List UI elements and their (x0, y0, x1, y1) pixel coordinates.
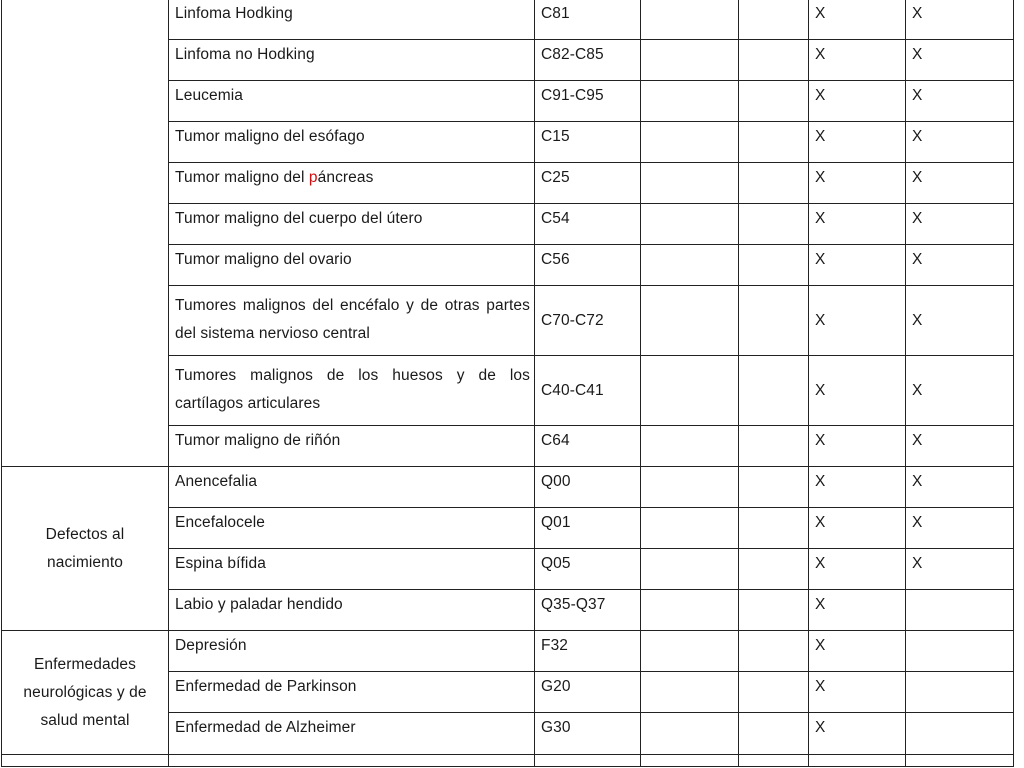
column-6-mark: X (906, 204, 1014, 245)
highlighted-letter: p (308, 169, 318, 186)
disease-name (169, 163, 535, 204)
icd-code: Q00 (535, 467, 641, 508)
column-4-cell (739, 356, 809, 426)
icd-code: F32 (535, 631, 641, 672)
column-5-mark: X (809, 245, 906, 286)
icd-code: C82-C85 (535, 40, 641, 81)
column-6-mark: X (906, 549, 1014, 590)
column-5-mark: X (809, 590, 906, 631)
icd-code: Q35-Q37 (535, 590, 641, 631)
icd-code: C56 (535, 245, 641, 286)
empty-cell (169, 755, 535, 767)
column-3-cell (641, 0, 739, 40)
disease-name: Tumores malignos de los huesos y de los cartílagos articulares (169, 356, 535, 426)
disease-name: Depresión (169, 631, 535, 672)
column-3-cell (641, 467, 739, 508)
disease-name: Anencefalia (169, 467, 535, 508)
icd-code: C64 (535, 426, 641, 467)
column-4-cell (739, 426, 809, 467)
column-5-mark: X (809, 426, 906, 467)
column-4-cell (739, 245, 809, 286)
column-4-cell (739, 549, 809, 590)
column-4-cell (739, 81, 809, 122)
column-4-cell (739, 508, 809, 549)
table-row-continuation (2, 755, 1014, 767)
icd-code: C15 (535, 122, 641, 163)
column-5-mark: X (809, 672, 906, 713)
column-6-mark (906, 672, 1014, 713)
empty-cell (739, 755, 809, 767)
column-5-mark: X (809, 286, 906, 356)
column-5-mark: X (809, 713, 906, 755)
category-cell-cancer (2, 0, 169, 467)
column-6-mark: X (906, 286, 1014, 356)
column-5-mark: X (809, 122, 906, 163)
column-3-cell (641, 163, 739, 204)
column-6-mark: X (906, 356, 1014, 426)
column-3-cell (641, 672, 739, 713)
column-6-mark: X (906, 245, 1014, 286)
disease-name-part: áncreas (317, 169, 374, 186)
column-5-mark: X (809, 81, 906, 122)
column-3-cell (641, 286, 739, 356)
column-4-cell (739, 0, 809, 40)
category-cell-neurological: Enfermedades neurológicas y de salud mental (2, 631, 169, 755)
icd-code: C91-C95 (535, 81, 641, 122)
column-6-mark: X (906, 40, 1014, 81)
empty-cell (906, 755, 1014, 767)
disease-name: Tumores malignos del encéfalo y de otras partes del sistema nervioso central (169, 286, 535, 356)
column-5-mark: X (809, 631, 906, 672)
column-3-cell (641, 508, 739, 549)
table-row (2, 467, 1014, 508)
column-5-mark: X (809, 40, 906, 81)
column-4-cell (739, 672, 809, 713)
column-6-mark (906, 631, 1014, 672)
icd-code: Q05 (535, 549, 641, 590)
empty-cell (535, 755, 641, 767)
column-6-mark: X (906, 426, 1014, 467)
empty-cell (809, 755, 906, 767)
disease-name: Tumor maligno del cuerpo del útero (169, 204, 535, 245)
icd-code: C81 (535, 0, 641, 40)
column-3-cell (641, 590, 739, 631)
disease-name: Linfoma no Hodking (169, 40, 535, 81)
column-3-cell (641, 631, 739, 672)
column-5-mark: X (809, 204, 906, 245)
disease-name: Tumor maligno de riñón (169, 426, 535, 467)
column-3-cell (641, 549, 739, 590)
icd-code: C40-C41 (535, 356, 641, 426)
column-6-mark (906, 590, 1014, 631)
column-5-mark: X (809, 549, 906, 590)
disease-name: Enfermedad de Alzheimer (169, 713, 535, 755)
column-4-cell (739, 713, 809, 755)
column-6-mark: X (906, 81, 1014, 122)
column-6-mark: X (906, 508, 1014, 549)
column-6-mark: X (906, 122, 1014, 163)
icd-code: C70-C72 (535, 286, 641, 356)
disease-name: Tumor maligno del ovario (169, 245, 535, 286)
column-3-cell (641, 81, 739, 122)
icd-code: G20 (535, 672, 641, 713)
column-5-mark: X (809, 508, 906, 549)
column-4-cell (739, 631, 809, 672)
column-3-cell (641, 245, 739, 286)
empty-cell (2, 755, 169, 767)
disease-name: Enfermedad de Parkinson (169, 672, 535, 713)
column-4-cell (739, 286, 809, 356)
column-4-cell (739, 40, 809, 81)
column-6-mark: X (906, 0, 1014, 40)
column-3-cell (641, 204, 739, 245)
column-4-cell (739, 163, 809, 204)
empty-cell (641, 755, 739, 767)
icd-code: C25 (535, 163, 641, 204)
disease-name: Leucemia (169, 81, 535, 122)
column-4-cell (739, 204, 809, 245)
column-5-mark: X (809, 0, 906, 40)
column-6-mark (906, 713, 1014, 755)
column-5-mark: X (809, 163, 906, 204)
disease-name: Espina bífida (169, 549, 535, 590)
table-row (2, 0, 1014, 40)
disease-classification-table (1, 0, 1014, 767)
category-cell-birth-defects: Defectos al nacimiento (2, 467, 169, 631)
column-3-cell (641, 426, 739, 467)
disease-name: Tumor maligno del esófago (169, 122, 535, 163)
column-6-mark: X (906, 467, 1014, 508)
column-3-cell (641, 356, 739, 426)
icd-code: Q01 (535, 508, 641, 549)
column-4-cell (739, 467, 809, 508)
column-5-mark: X (809, 467, 906, 508)
column-6-mark: X (906, 163, 1014, 204)
disease-name: Labio y paladar hendido (169, 590, 535, 631)
disease-name: Encefalocele (169, 508, 535, 549)
disease-name: Linfoma Hodking (169, 0, 535, 40)
icd-code: G30 (535, 713, 641, 755)
column-3-cell (641, 122, 739, 163)
column-3-cell (641, 713, 739, 755)
column-3-cell (641, 40, 739, 81)
table-row (2, 631, 1014, 672)
column-4-cell (739, 122, 809, 163)
disease-name-part: Tumor maligno del (175, 169, 309, 186)
column-5-mark: X (809, 356, 906, 426)
column-4-cell (739, 590, 809, 631)
icd-code: C54 (535, 204, 641, 245)
